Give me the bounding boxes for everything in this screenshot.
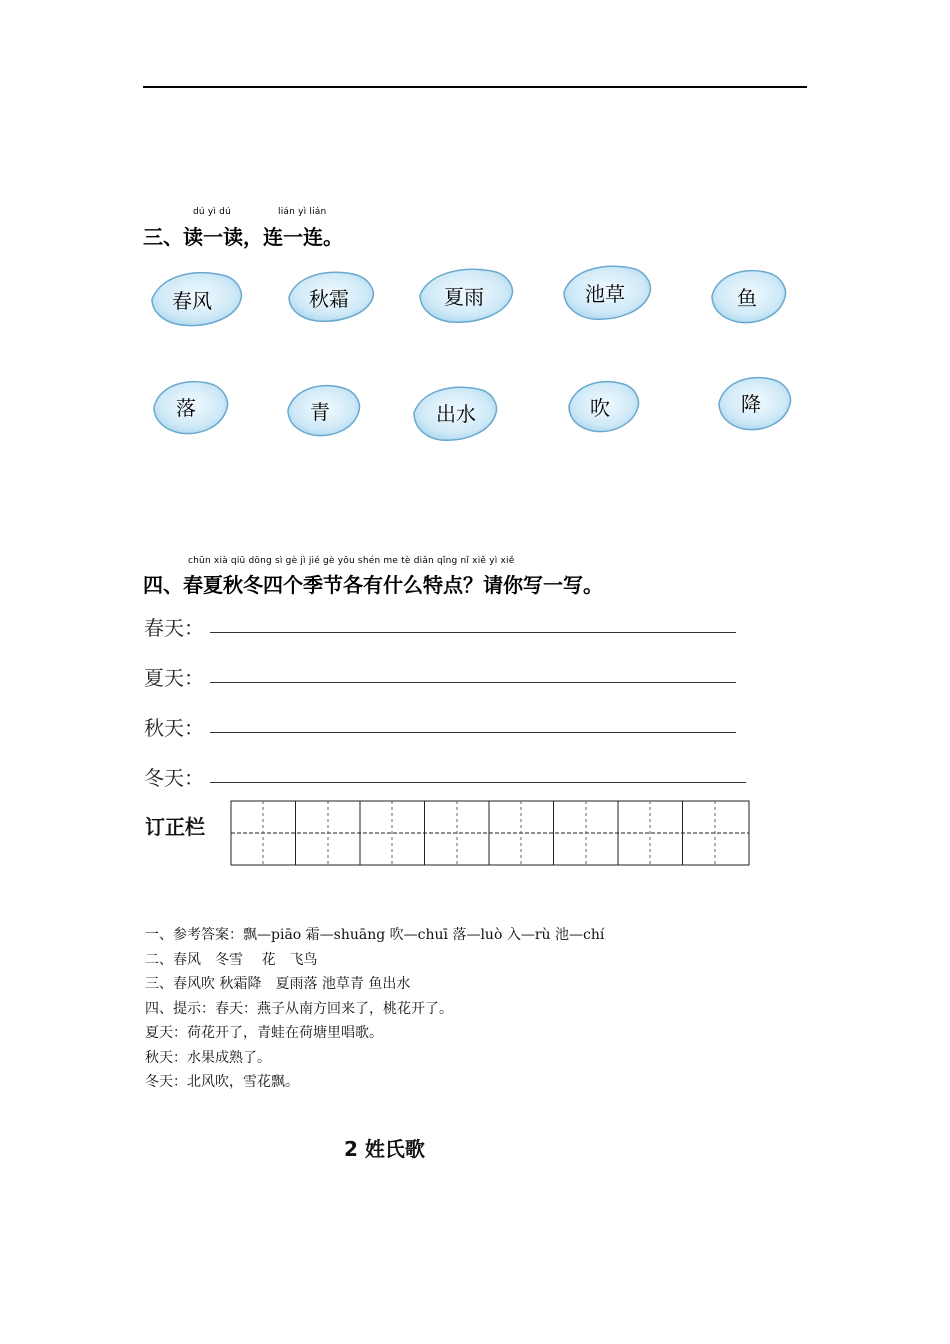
answer-line: 冬天：北风吹，雪花飘。 [145, 1074, 299, 1090]
winter-answer-line[interactable] [210, 782, 746, 783]
leaf-word[interactable]: 青 [310, 400, 330, 424]
leaf-word[interactable]: 降 [741, 392, 761, 416]
answer-line: 三、春风吹 秋霜降 夏雨落 池草青 鱼出水 [145, 976, 411, 992]
leaf-word[interactable]: 落 [176, 396, 196, 420]
correction-label: 订正栏 [145, 815, 205, 839]
autumn-answer-line[interactable] [210, 732, 736, 733]
leaf-word[interactable]: 春风 [172, 289, 212, 313]
autumn-label: 秋天： [144, 716, 204, 740]
answer-line: 一、参考答案：飘—piāo 霜—shuāng 吹—chuī 落—luò 入—rù 池—chí [145, 927, 605, 943]
answer-line: 二、春风 冬雪 花 飞鸟 [145, 951, 318, 968]
next-lesson-title: 2 姓氏歌 [344, 1137, 425, 1161]
section4-pinyin: chūn xià qiū dōng sì gè jì jié gè yǒu shén me tè diǎn qǐng nǐ xiě yì xiě [188, 556, 515, 566]
leaf-word[interactable]: 吹 [590, 396, 610, 420]
header-rule [143, 86, 807, 88]
summer-label: 夏天： [144, 666, 204, 690]
correction-grid[interactable] [230, 800, 752, 868]
answer-key [145, 923, 604, 1095]
summer-answer-line[interactable] [210, 682, 736, 683]
section3-heading: 三、读一读，连一连。 [143, 225, 343, 249]
section3-pinyin-2: lián yì lián [278, 207, 327, 217]
spring-label: 春天： [144, 616, 204, 640]
answer-line: 夏天：荷花开了，青蛙在荷塘里唱歌。 [145, 1025, 383, 1041]
leaf-word[interactable]: 出水 [436, 402, 476, 426]
section4-heading: 四、春夏秋冬四个季节各有什么特点？请你写一写。 [143, 573, 603, 597]
winter-label: 冬天： [144, 766, 204, 790]
leaf-word[interactable]: 池草 [585, 282, 625, 306]
spring-answer-line[interactable] [210, 632, 736, 633]
answer-line: 四、提示：春天：燕子从南方回来了，桃花开了。 [145, 1000, 453, 1017]
leaf-word[interactable]: 鱼 [737, 286, 757, 310]
section3-pinyin-1: dú yì dú [193, 207, 231, 217]
answer-line: 秋天：水果成熟了。 [145, 1049, 271, 1066]
leaf-word[interactable]: 秋霜 [309, 287, 349, 311]
leaf-word[interactable]: 夏雨 [444, 285, 484, 309]
